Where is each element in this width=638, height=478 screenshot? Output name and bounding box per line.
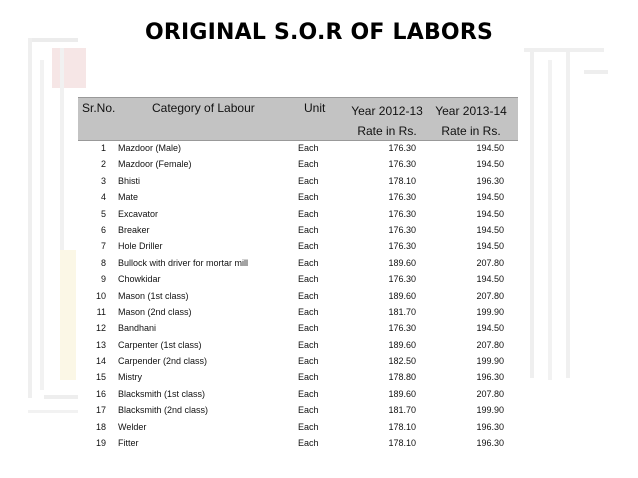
header-unit: Unit	[304, 101, 326, 115]
cell-sr: 5	[100, 208, 106, 219]
cell-sr: 7	[100, 241, 106, 252]
cell-unit: Each	[298, 257, 319, 268]
table-row	[78, 289, 518, 305]
cell-unit: Each	[298, 356, 319, 367]
cell-rate-2013-14: 194.50	[476, 241, 504, 252]
page-title: ORIGINAL S.O.R OF LABORS	[144, 20, 494, 45]
cell-rate-2012-13: 182.50	[388, 356, 416, 367]
cell-category: Blacksmith (1st class)	[118, 388, 206, 399]
cell-unit: Each	[298, 421, 319, 432]
cell-category: Excavator	[118, 208, 159, 219]
cell-rate-2012-13: 176.30	[388, 159, 416, 170]
cell-sr: 13	[95, 339, 106, 350]
cell-rate-2012-13: 189.60	[388, 257, 416, 268]
cell-rate-2013-14: 207.80	[476, 257, 504, 268]
cell-rate-2013-14: 194.50	[476, 192, 504, 203]
cell-unit: Each	[298, 388, 319, 399]
cell-sr: 8	[100, 257, 106, 268]
labour-rate-table	[78, 90, 520, 460]
cell-category: Carpender (2nd class)	[118, 356, 208, 367]
cell-unit: Each	[298, 306, 319, 317]
cell-unit: Each	[298, 175, 319, 186]
table-row	[78, 141, 518, 157]
cell-rate-2012-13: 176.30	[388, 192, 416, 203]
cell-category: Mistry	[118, 372, 142, 383]
header-year-2013-14-line1: Year 2013-14	[435, 104, 507, 118]
cell-rate-2013-14: 199.90	[476, 356, 504, 367]
cell-rate-2012-13: 181.70	[388, 405, 416, 416]
table-row	[78, 272, 518, 288]
cell-sr: 17	[95, 405, 106, 416]
cell-category: Mason (1st class)	[118, 290, 189, 301]
cell-rate-2012-13: 176.30	[388, 208, 416, 219]
table-row	[78, 354, 518, 370]
cell-unit: Each	[298, 208, 319, 219]
cell-rate-2012-13: 178.80	[388, 372, 416, 383]
table-row	[78, 420, 518, 436]
cell-sr: 12	[95, 323, 106, 334]
table-row	[78, 223, 518, 239]
cell-unit: Each	[298, 192, 319, 203]
header-year-2013-14-line2: Rate in Rs.	[441, 124, 501, 138]
cell-unit: Each	[298, 405, 319, 416]
cell-sr: 16	[95, 388, 106, 399]
cell-rate-2012-13: 176.30	[388, 274, 416, 285]
table-header	[78, 97, 518, 141]
cell-rate-2013-14: 196.30	[476, 421, 504, 432]
cell-rate-2013-14: 194.50	[476, 159, 504, 170]
cell-sr: 15	[95, 372, 106, 383]
cell-rate-2013-14: 194.50	[476, 208, 504, 219]
table-body	[78, 141, 518, 452]
cell-rate-2012-13: 189.60	[388, 290, 416, 301]
cell-rate-2012-13: 189.60	[388, 339, 416, 350]
cell-rate-2012-13: 189.60	[388, 388, 416, 399]
cell-sr: 14	[95, 356, 106, 367]
cell-rate-2012-13: 176.30	[388, 241, 416, 252]
cell-category: Mazdoor (Male)	[118, 143, 182, 153]
table-row	[78, 239, 518, 255]
cell-unit: Each	[298, 438, 319, 449]
cell-rate-2012-13: 176.30	[388, 323, 416, 334]
table-row	[78, 403, 518, 419]
table-row	[78, 387, 518, 403]
cell-sr: 1	[100, 143, 106, 153]
cell-category: Mazdoor (Female)	[118, 159, 192, 170]
cell-sr: 18	[95, 421, 106, 432]
cell-sr: 10	[95, 290, 106, 301]
header-category: Category of Labour	[152, 101, 255, 115]
cell-rate-2013-14: 194.50	[476, 323, 504, 334]
cell-category: Bandhani	[118, 323, 157, 334]
cell-sr: 2	[100, 159, 106, 170]
cell-category: Breaker	[118, 224, 150, 235]
cell-unit: Each	[298, 323, 319, 334]
table-row	[78, 370, 518, 386]
cell-unit: Each	[298, 372, 319, 383]
cell-rate-2013-14: 194.50	[476, 224, 504, 235]
cell-rate-2013-14: 196.30	[476, 175, 504, 186]
cell-rate-2013-14: 196.30	[476, 372, 504, 383]
header-year-2012-13	[346, 101, 428, 141]
cell-sr: 3	[100, 175, 106, 186]
cell-category: Hole Driller	[118, 241, 163, 252]
cell-rate-2012-13: 178.10	[388, 438, 416, 449]
header-year-2012-13-line1: Year 2012-13	[351, 104, 423, 118]
cell-rate-2013-14: 199.90	[476, 306, 504, 317]
cell-unit: Each	[298, 143, 319, 153]
cell-unit: Each	[298, 274, 319, 285]
cell-sr: 9	[100, 274, 106, 285]
cell-rate-2013-14: 199.90	[476, 405, 504, 416]
header-year-2013-14	[430, 101, 512, 141]
cell-rate-2013-14: 207.80	[476, 388, 504, 399]
cell-category: Welder	[118, 421, 147, 432]
cell-rate-2013-14: 194.50	[476, 143, 504, 153]
cell-category: Bhisti	[118, 175, 141, 186]
cell-sr: 19	[95, 438, 106, 449]
cell-sr: 6	[100, 224, 106, 235]
table-row	[78, 207, 518, 223]
table-row	[78, 174, 518, 190]
cell-rate-2013-14: 207.80	[476, 290, 504, 301]
cell-rate-2012-13: 178.10	[388, 175, 416, 186]
table-row	[78, 436, 518, 452]
cell-rate-2013-14: 196.30	[476, 438, 504, 449]
cell-rate-2012-13: 176.30	[388, 224, 416, 235]
cell-unit: Each	[298, 159, 319, 170]
cell-unit: Each	[298, 339, 319, 350]
cell-category: Fitter	[118, 438, 139, 449]
table-row	[78, 256, 518, 272]
table-row	[78, 305, 518, 321]
cell-rate-2012-13: 178.10	[388, 421, 416, 432]
cell-rate-2013-14: 207.80	[476, 339, 504, 350]
cell-rate-2012-13: 181.70	[388, 306, 416, 317]
table-row	[78, 190, 518, 206]
header-sr-no: Sr.No.	[82, 101, 116, 115]
cell-category: Mate	[118, 192, 139, 203]
cell-rate-2013-14: 194.50	[476, 274, 504, 285]
cell-sr: 4	[100, 192, 106, 203]
cell-category: Blacksmith (2nd class)	[118, 405, 209, 416]
cell-category: Chowkidar	[118, 274, 161, 285]
cell-sr: 11	[96, 306, 106, 317]
cell-rate-2012-13: 176.30	[388, 143, 416, 153]
cell-unit: Each	[298, 224, 319, 235]
table-row	[78, 321, 518, 337]
cell-category: Mason (2nd class)	[118, 306, 192, 317]
table-row	[78, 157, 518, 173]
cell-category: Carpenter (1st class)	[118, 339, 202, 350]
cell-unit: Each	[298, 241, 319, 252]
cell-unit: Each	[298, 290, 319, 301]
cell-category: Bullock with driver for mortar mill	[118, 257, 249, 268]
header-year-2012-13-line2: Rate in Rs.	[357, 124, 417, 138]
table-row	[78, 338, 518, 354]
